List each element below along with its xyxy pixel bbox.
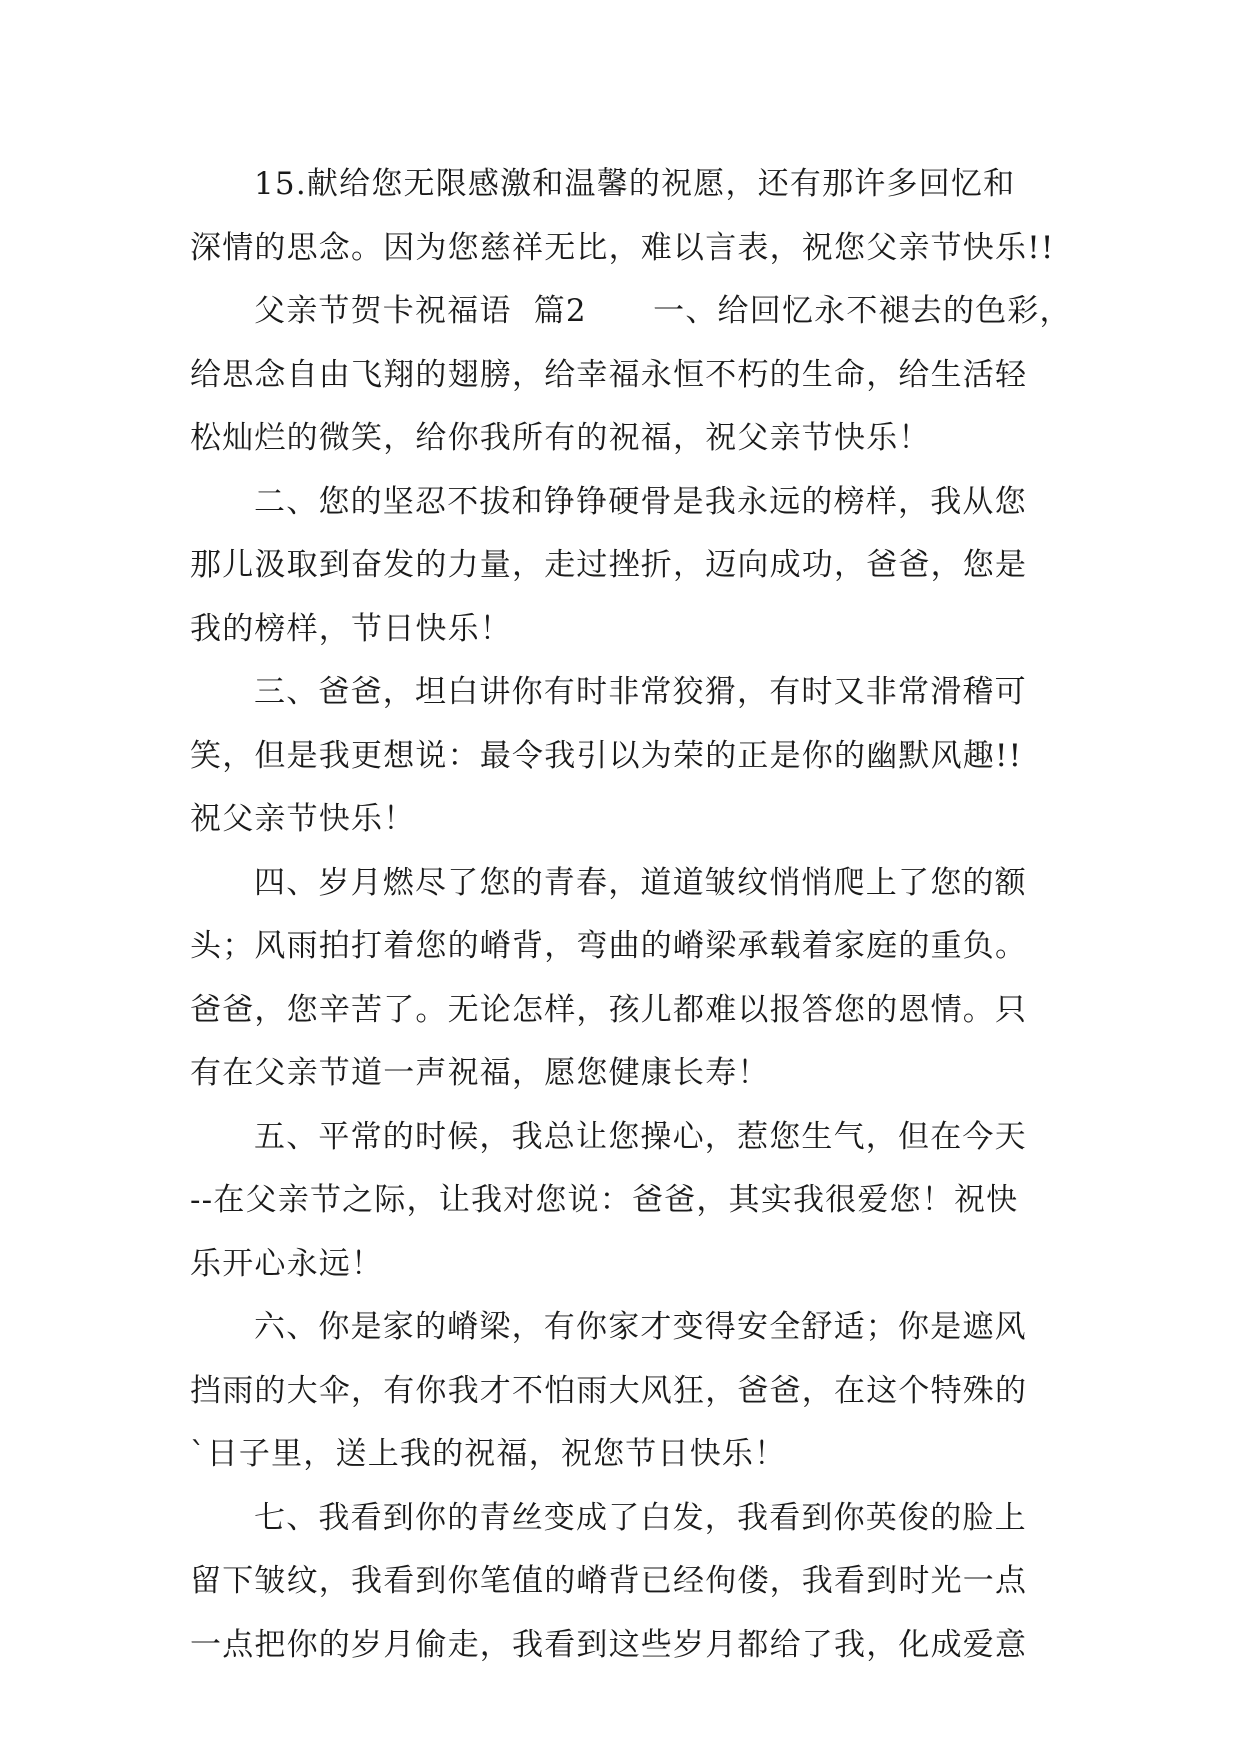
text-line: 15.献给您无限感激和温馨的祝愿，还有那许多回忆和 bbox=[254, 166, 1016, 202]
text-line: 有在父亲节道一声祝福，愿您健康长寿！ bbox=[190, 1055, 770, 1091]
text-line: 挡雨的大伞，有你我才不怕雨大风狂，爸爸，在这个特殊的 bbox=[190, 1372, 1028, 1409]
text-line: 我的榜样，节日快乐！ bbox=[190, 610, 512, 647]
text-line: 笑，但是我更想说：最令我引以为荣的正是你的幽默风趣!! bbox=[190, 737, 1023, 774]
text-line: 爸爸，您辛苦了。无论怎样，孩儿都难以报答您的恩情。只 bbox=[190, 991, 1028, 1028]
text-line: 祝父亲节快乐！ bbox=[190, 801, 416, 837]
text-line: 乐开心永远！ bbox=[190, 1245, 384, 1282]
text-line: 三、爸爸，坦白讲你有时非常狡猾，有时又非常滑稽可 bbox=[254, 674, 1027, 710]
text-line: 头；风雨拍打着您的嵴背，弯曲的嵴梁承载着家庭的重负。 bbox=[190, 928, 1028, 964]
text-line: 二、您的坚忍不拔和铮铮硬骨是我永远的榜样，我从您 bbox=[254, 483, 1027, 520]
document-body bbox=[190, 153, 1070, 1677]
text-line: --在父亲节之际，让我对您说：爸爸，其实我很爱您！祝快 bbox=[190, 1182, 1019, 1218]
text-line: 留下皱纹，我看到你笔值的嵴背已经佝偻，我看到时光一点 bbox=[190, 1563, 1028, 1599]
text-line: 那儿汲取到奋发的力量，走过挫折，迈向成功，爸爸，您是 bbox=[190, 547, 1028, 583]
text-line: 一点把你的岁月偷走，我看到这些岁月都给了我，化成爱意 bbox=[190, 1626, 1028, 1663]
text-line: 给思念自由飞翔的翅膀，给幸福永恒不朽的生命，给生活轻 bbox=[190, 356, 1028, 393]
text-line: 四、岁月燃尽了您的青春，道道皱纹悄悄爬上了您的额 bbox=[254, 864, 1027, 901]
text-line: 深情的思念。因为您慈祥无比，难以言表，祝您父亲节快乐!! bbox=[190, 229, 1055, 266]
text-line: `日子里，送上我的祝福，祝您节日快乐！ bbox=[190, 1436, 787, 1472]
text-line: 父亲节贺卡祝福语 篇2 一、给回忆永不褪去的色彩， bbox=[254, 293, 1072, 329]
text-line: 六、你是家的嵴梁，有你家才变得安全舒适；你是遮风 bbox=[254, 1309, 1027, 1345]
text-line: 七、我看到你的青丝变成了白发，我看到你英俊的脸上 bbox=[254, 1499, 1027, 1536]
text-line: 五、平常的时候，我总让您操心，惹您生气，但在今天 bbox=[254, 1118, 1027, 1155]
text-line: 松灿烂的微笑，给你我所有的祝福，祝父亲节快乐！ bbox=[190, 420, 931, 456]
